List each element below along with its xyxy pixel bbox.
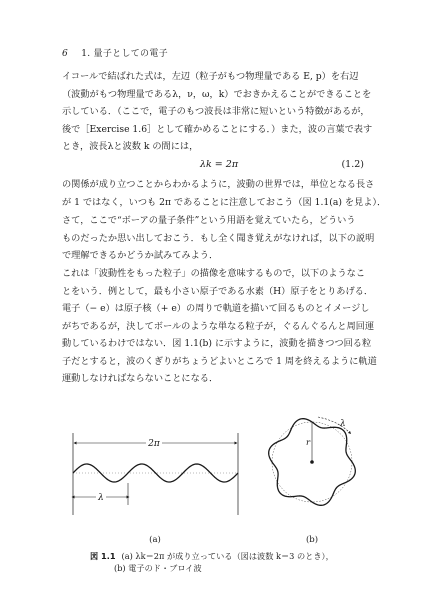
text-line: さて，ここで“ボーアの量子条件”という用語を覚えていたら，どういう: [62, 215, 356, 226]
text-line: 後で［Exercise 1.6］として確かめることにする．）また，波の言葉で表す: [62, 123, 373, 135]
panel-b-label: (b): [305, 535, 319, 545]
text-line: で理解できるかどうか試みてみよう．: [62, 250, 219, 261]
text-line: 運動しなければならないことになる．: [62, 373, 219, 384]
page-number: 6: [62, 49, 69, 59]
two-pi-label: 2π: [148, 439, 160, 449]
figure-drawing: [0, 419, 426, 550]
text-line: が 1 ではなく，いつも 2π であることに注意しておこう（図 1.1(a) を見よ）．: [62, 196, 387, 208]
text-line: イコールで結ばれた式は，左辺（粒子がもつ物理量である E, p）を右辺: [62, 71, 359, 82]
text-line: がちであるが，決してボールのような単なる粒子が，ぐるんぐるんと周回運: [62, 320, 375, 332]
text-line: ものだったか思い出しておこう．もし全く聞き覚えがなければ，以下の説明: [62, 232, 375, 244]
lambda-label: λ: [98, 493, 104, 503]
paragraph-3: [62, 212, 375, 265]
caption-line-1: (a) λk＝2π が成り立っている（図は波数 k＝3 のとき），: [121, 551, 334, 561]
figure-caption: [90, 550, 334, 574]
paragraph-4: [62, 265, 377, 388]
caption-label: 図 1.1: [90, 551, 116, 561]
text-line: （波動がもつ物理量であるλ，ν，ω，k）でおきかえることができることを: [62, 88, 372, 100]
text-line: これは「波動性をもった粒子」の描像を意味するもので，以下のようなこ: [62, 268, 366, 279]
text-line: 動しているわけではない．図 1.1(b) に示すように，波動を描きつつ回る粒: [62, 338, 372, 349]
radius-label: r: [306, 438, 311, 448]
text-line: とをいう．例として，最も小さい原子である水素（H）原子をとりあげる．: [62, 285, 374, 297]
panel-a: [73, 433, 238, 545]
equation-body: λk = 2π: [200, 159, 239, 170]
panel-a-label: (a): [149, 535, 161, 545]
text-line: 電子（− e）は原子核（+ e）の周りで軌道を描いて回るものとイメージし: [62, 303, 370, 314]
text-line: の関係が成り立つことからわかるように，波動の世界では，単位となる長さ: [62, 179, 375, 190]
running-head: [62, 46, 168, 59]
lambda-b-label: λ: [340, 419, 346, 429]
figure-1-1: [0, 419, 426, 545]
chapter-title: 1. 量子としての電子: [81, 49, 168, 59]
paragraph-1: [62, 68, 373, 156]
text-line: 子だとすると，波のくぎりがちょうどよいところで 1 周を終えるように軌道: [62, 355, 377, 367]
equation-number: (1.2): [341, 159, 364, 170]
paragraph-2: [62, 176, 387, 211]
caption-line-2: (b) 電子のド・ブロイ波: [114, 563, 202, 573]
equation-1-2: [62, 159, 364, 176]
panel-b: [269, 417, 356, 545]
text-line: とき，波長λと波数 k の間には，: [62, 141, 199, 152]
text-line: 示している．（ここで，電子のもつ波長は非常に短いという特徴があるが，: [62, 106, 370, 117]
